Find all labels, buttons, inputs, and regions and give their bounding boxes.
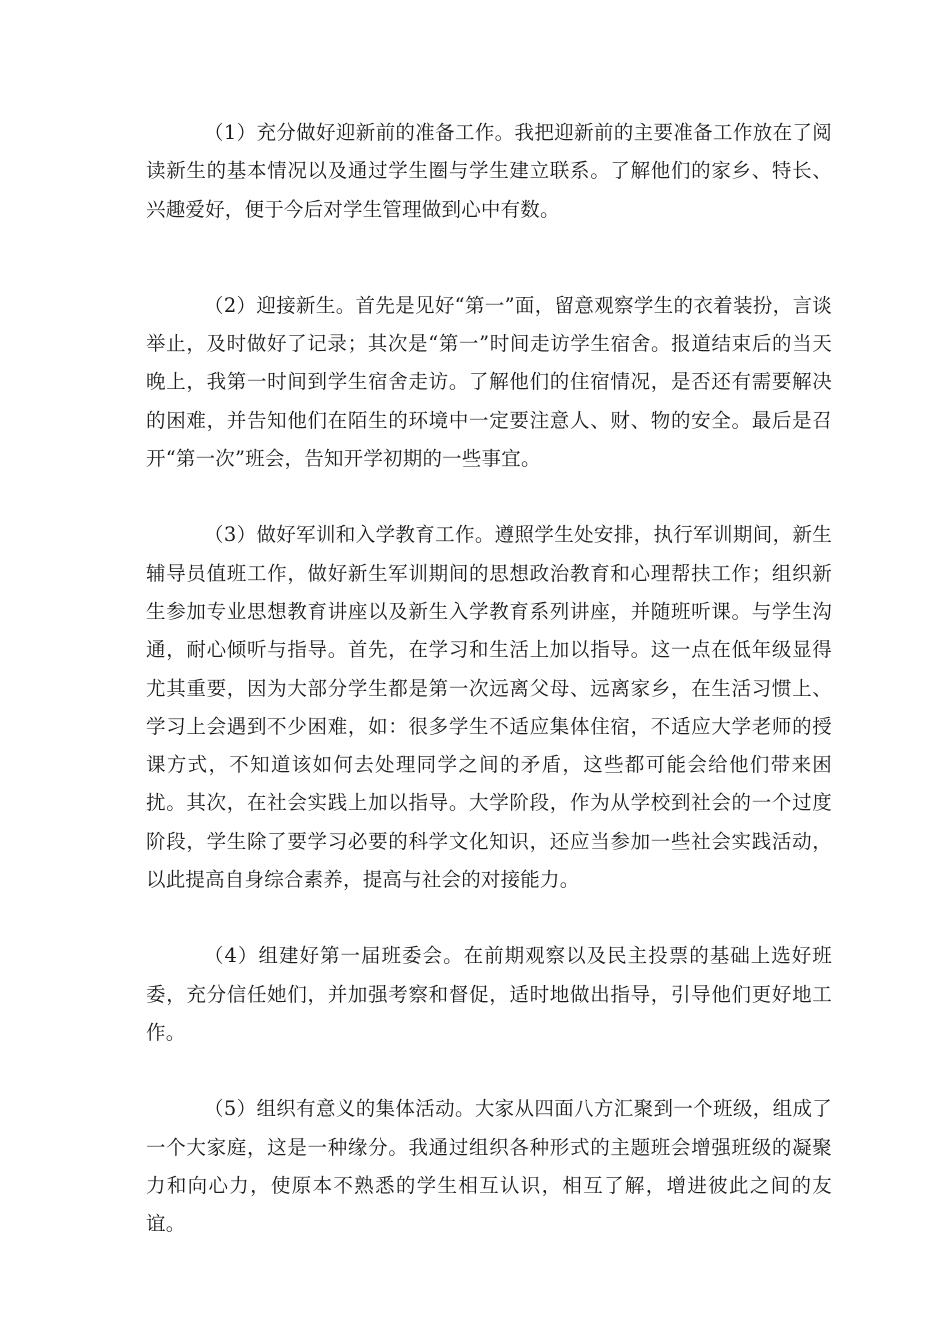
paragraph-3: （3）做好军训和入学教育工作。遵照学生处安排，执行军训期间，新生辅导员值班工作，做好新生军训期间的思想政治教育和心理帮扶工作；组织新生参加专业思想教育讲座以及新生入学教育系列讲座，并随班听课。与学生沟通，耐心倾听与指导。首先，在学习和生活上加以指导。这一点在低年级显得尤其重要，因为大部分学生都是第一次远离父母、远离家乡，在生活习惯上、学习上会遇到不少困难，如：很多学生不适应集体住宿，不适应大学老师的授课方式，不知道该如何去处理同学之间的矛盾，这些都可能会给他们带来困扰。其次，在社会实践上加以指导。大学阶段，作为从学校到社会的一个过度阶段，学生除了要学习必要的科学文化知识，还应当参加一些社会实践活动，以此提高自身综合素养，提高与社会的对接能力。 bbox=[146, 523, 832, 892]
paragraph-spacer bbox=[146, 1052, 832, 1090]
paragraph-spacer bbox=[146, 478, 832, 516]
paragraph-spacer bbox=[146, 229, 832, 287]
paragraph-5: （5）组织有意义的集体活动。大家从四面八方汇聚到一个班级，组成了一个大家庭，这是一种缘分。我通过组织各种形式的主题班会增强班级的凝聚力和向心力，使原本不熟悉的学生相互认识，相互了解，增进彼此之间的友谊。 bbox=[146, 1097, 832, 1236]
document-page bbox=[146, 114, 832, 1243]
paragraph-spacer bbox=[146, 899, 832, 937]
paragraph-2: （2）迎接新生。首先是见好“第一”面，留意观察学生的衣着装扮，言谈举止，及时做好了记录；其次是“第一”时间走访学生宿舍。报道结束后的当天晚上，我第一时间到学生宿舍走访。了解他们的住宿情况，是否还有需要解决的困难，并告知他们在陌生的环境中一定要注意人、财、物的安全。最后是召开“第一次”班会，告知开学初期的一些事宜。 bbox=[146, 293, 832, 471]
paragraph-4: （4）组建好第一届班委会。在前期观察以及民主投票的基础上选好班委，充分信任她们，并加强考察和督促，适时地做出指导，引导他们更好地工作。 bbox=[146, 944, 832, 1044]
paragraph-1: （1）充分做好迎新前的准备工作。我把迎新前的主要准备工作放在了阅读新生的基本情况以及通过学生圈与学生建立联系。了解他们的家乡、特长、兴趣爱好，便于今后对学生管理做到心中有数。 bbox=[146, 121, 832, 221]
